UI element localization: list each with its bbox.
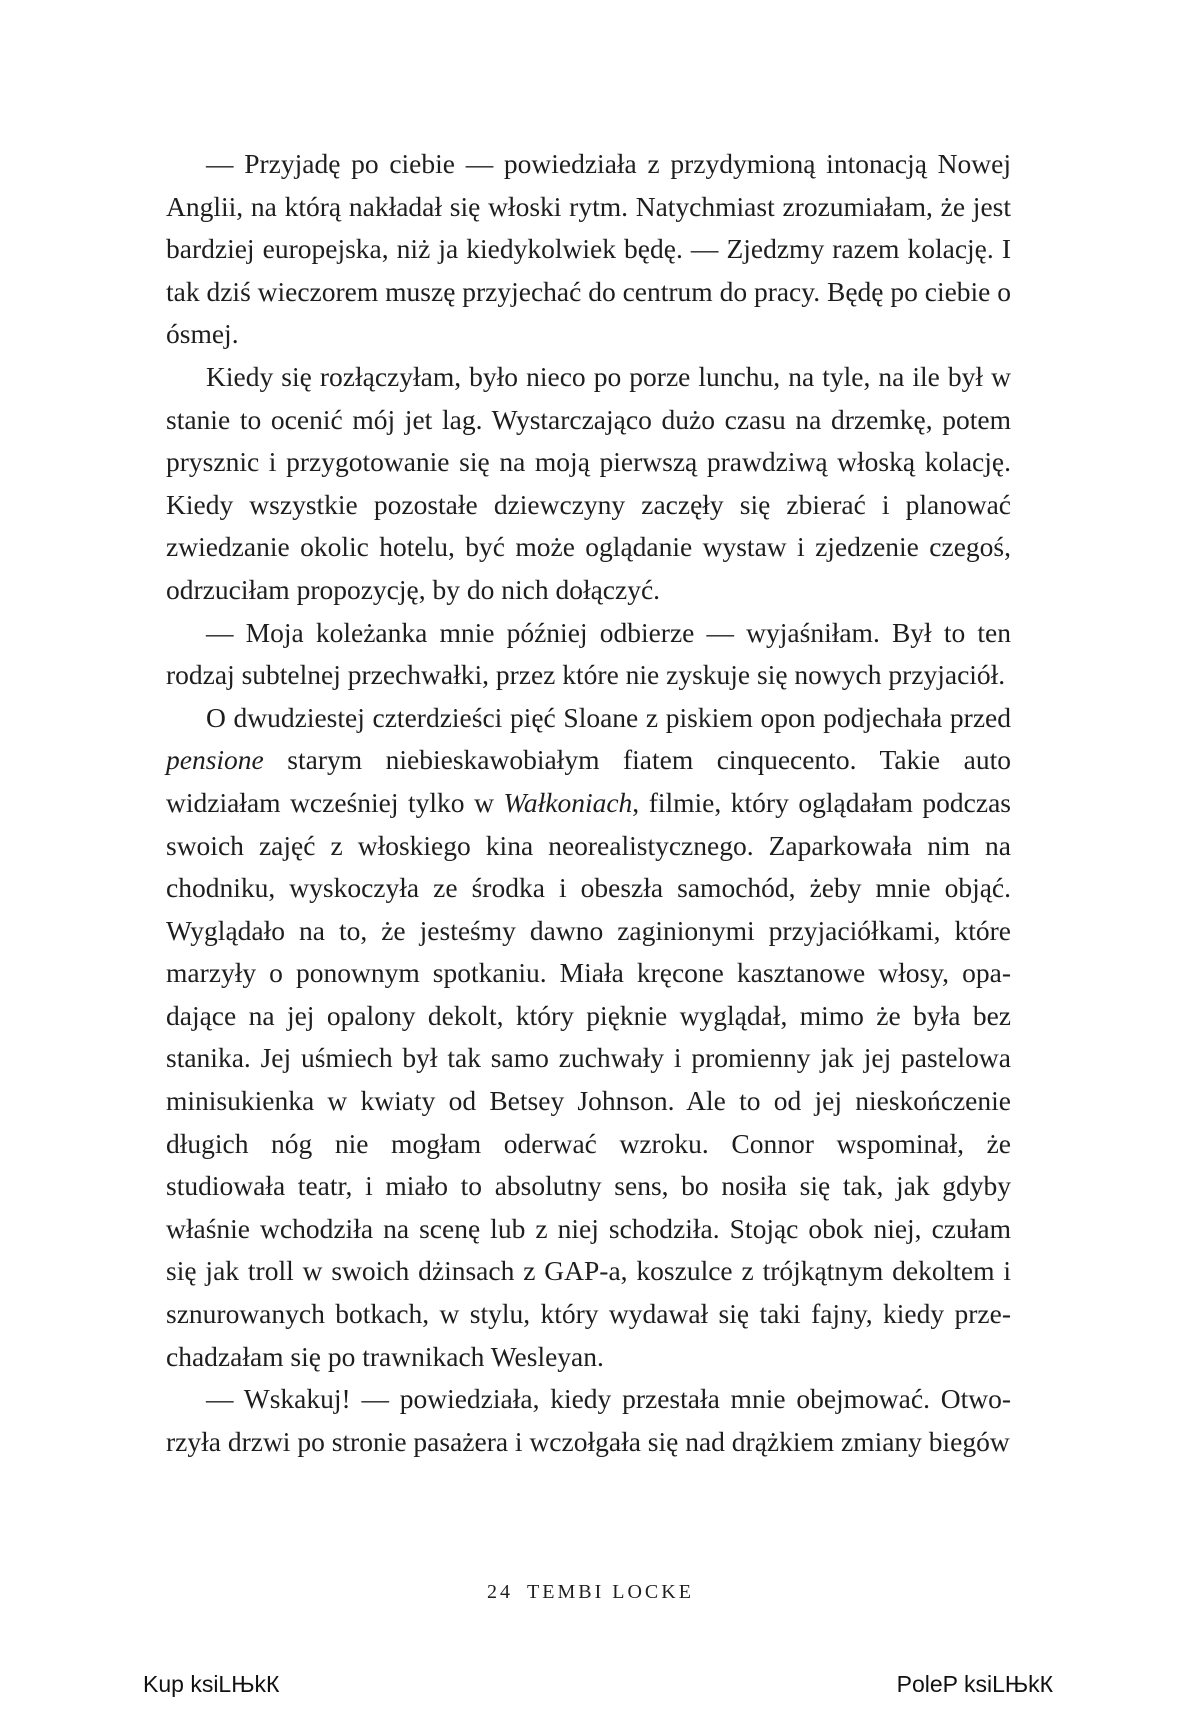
paragraph [166, 356, 1011, 612]
running-footer [0, 1581, 1181, 1604]
paragraph [166, 143, 1011, 356]
paragraph [166, 697, 1011, 1379]
paragraph [166, 612, 1011, 697]
italic-phrase: pensione [166, 744, 264, 776]
text-run: Kiedy się rozłączyłam, było nieco po porze lunchu, na tyle, na ile był w stanie to ocenić mój jet lag. Wystarczająco dużo czasu na drzemkę, potem prysznic i przygotowanie się na moją pierwszą prawdziwą włoską kolację. Kiedy wszystkie pozostałe dziewczyny zaczęły się zbierać i planować zwiedzanie okolic hotelu, być może oglądanie wystaw i zjedzenie czegoś, odrzuciłam propozycję, by do nich dołączyć. [166, 360, 1011, 605]
recommend-book-link[interactable]: PoleP ksiLЊkК [896, 1671, 1053, 1697]
text-run: — Moja koleżanka mnie później odbierze — wyjaśniłam. Był to ten rodzaj subtelnej przechwałki, przez które nie zyskuje się nowych przyjaciół. [166, 616, 1011, 691]
page-number: 24 [487, 1581, 514, 1603]
text-run: O dwudziestej czterdzieści pięć Sloane z piskiem opon podjechała przed [206, 701, 1011, 733]
buy-book-link[interactable]: Kup ksiLЊkК [143, 1671, 280, 1697]
running-footer-author: TEMBI LOCKE [527, 1581, 694, 1603]
paragraph [166, 1378, 1011, 1463]
body-text [166, 143, 1011, 1463]
text-run: starym niebieskawobiałym fiatem cinquecento. Takie auto widziałam wcześniej tylko w [166, 744, 1011, 818]
text-run: — Przyjadę po ciebie — powiedziała z przydymioną intonacją Nowej Anglii, na którą nakładał się włoski rytm. Natychmiast zrozumiałam, że jest bardziej europejska, niż ja kiedykolwiek będę. — Zjedzmy razem kolację. I tak dziś wieczorem muszę przyjechać do centrum do pracy. Będę po ciebie o ósmej. [166, 148, 1012, 350]
text-run: — Wskakuj! — powiedziała, kiedy przestała mnie obejmować. Otworzyła drzwi po stronie pasażera i wczołgała się nad drążkiem zmiany biegów [166, 1383, 1011, 1457]
text-run: , filmie, który oglądałam podczas swoich zajęć z włoskiego kina neorealistycznego. Zaparkowała nim na chodniku, wyskoczyła ze środka i obeszła samochód, żeby mnie objąć. Wyglądało na to, że jesteśmy dawno zaginionymi przyjaciółkami, które marzyły o ponownym spotkaniu. Miała kręcone kasztanowe włosy, opadające na jej opalony dekolt, który pięknie wyglądał, mimo że była bez stanika. Jej uśmiech był tak samo zuchwały i promienny jak jej pastelowa minisukienka w kwiaty od Betsey Johnson. Ale to od jej nieskończenie długich nóg nie mogłam oderwać wzroku. Connor wspominał, że studiowała teatr, i miało to absolutny sens, bo nosiła się tak, jak gdyby właśnie wchodziła na scenę lub z niej schodziła. Stojąc obok niej, czułam się jak troll w swoich dżinsach z GAP-a, koszulce z trójkątnym dekoltem i sznurowanych botkach, w stylu, który wydawał się taki fajny, kiedy przechadzałam się po trawnikach Wesleyan. [166, 786, 1011, 1372]
italic-phrase: Wałkoniach [503, 786, 633, 818]
